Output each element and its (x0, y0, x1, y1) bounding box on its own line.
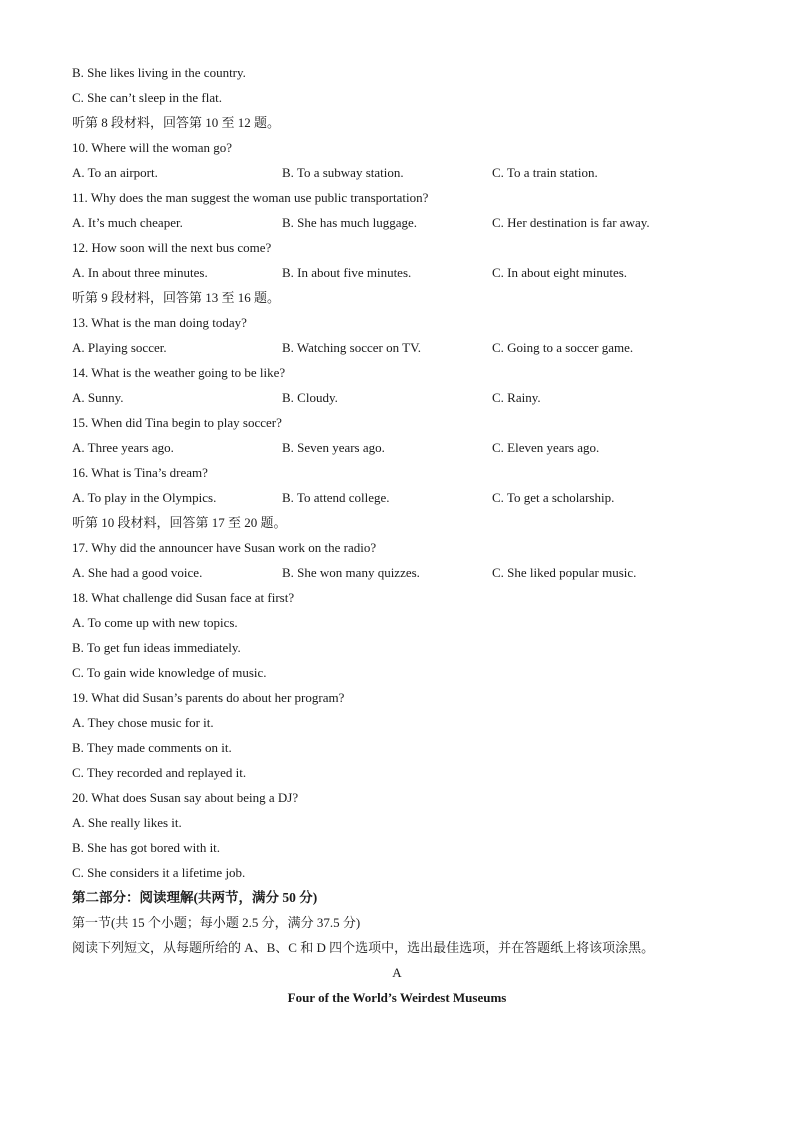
q12-stem: 12. How soon will the next bus come? (72, 240, 272, 255)
q9-option-b: B. She likes living in the country. (72, 65, 246, 80)
section-10-instruction: 听第 10 段材料，回答第 17 至 20 题。 (72, 515, 287, 530)
q11-options (72, 210, 732, 235)
q10-option-b: B. To a subway station. (282, 165, 404, 180)
q11-option-c: C. Her destination is far away. (492, 215, 650, 230)
passage-title: Four of the World’s Weirdest Museums (287, 990, 507, 1005)
q12-option-b: B. In about five minutes. (282, 265, 412, 280)
q13-options (72, 335, 732, 360)
q11-option-b: B. She has much luggage. (282, 215, 418, 230)
q12-option-c: C. In about eight minutes. (492, 265, 628, 280)
q10-option-c: C. To a train station. (492, 165, 598, 180)
q16-stem: 16. What is Tina’s dream? (72, 465, 208, 480)
q18-stem: 18. What challenge did Susan face at first? (72, 590, 295, 605)
q16-options (72, 485, 732, 510)
q17-option-b: B. She won many quizzes. (282, 565, 420, 580)
q20-option-c: C. She considers it a lifetime job. (72, 865, 246, 880)
q20-option-b: B. She has got bored with it. (72, 840, 221, 855)
q13-stem: 13. What is the man doing today? (72, 315, 247, 330)
q16-option-b: B. To attend college. (282, 490, 390, 505)
q14-option-a: A. Sunny. (72, 390, 124, 405)
passage-label: A (392, 965, 402, 980)
q18-option-c: C. To gain wide knowledge of music. (72, 665, 267, 680)
q16-option-a: A. To play in the Olympics. (72, 490, 217, 505)
q15-option-c: C. Eleven years ago. (492, 440, 600, 455)
q13-option-a: A. Playing soccer. (72, 340, 167, 355)
q19-stem: 19. What did Susan’s parents do about her program? (72, 690, 345, 705)
q12-option-a: A. In about three minutes. (72, 265, 208, 280)
q17-options (72, 560, 732, 585)
q15-stem: 15. When did Tina begin to play soccer? (72, 415, 282, 430)
passage-title-row (72, 985, 732, 1010)
q14-option-c: C. Rainy. (492, 390, 541, 405)
passage-label-row (72, 960, 732, 985)
q10-stem: 10. Where will the woman go? (72, 140, 233, 155)
part-2-heading: 第二部分：阅读理解(共两节，满分 50 分) (72, 890, 318, 905)
q10-option-a: A. To an airport. (72, 165, 158, 180)
q18-option-a: A. To come up with new topics. (72, 615, 238, 630)
q12-options (72, 260, 732, 285)
q19-option-b: B. They made comments on it. (72, 740, 232, 755)
q17-stem: 17. Why did the announcer have Susan work on the radio? (72, 540, 377, 555)
section-9-instruction: 听第 9 段材料，回答第 13 至 16 题。 (72, 290, 281, 305)
q19-option-a: A. They chose music for it. (72, 715, 214, 730)
q17-option-a: A. She had a good voice. (72, 565, 203, 580)
q14-option-b: B. Cloudy. (282, 390, 338, 405)
part-2-section-1: 第一节(共 15 个小题；每小题 2.5 分，满分 37.5 分) (72, 915, 361, 930)
q15-options (72, 435, 732, 460)
q14-stem: 14. What is the weather going to be like? (72, 365, 286, 380)
part-2-instruction: 阅读下列短文，从每题所给的 A、B、C 和 D 四个选项中，选出最佳选项，并在答题纸上将该项涂黑。 (72, 940, 655, 955)
exam-page (72, 60, 732, 1010)
q18-option-b: B. To get fun ideas immediately. (72, 640, 241, 655)
q15-option-a: A. Three years ago. (72, 440, 174, 455)
q16-option-c: C. To get a scholarship. (492, 490, 615, 505)
q9-option-c: C. She can’t sleep in the flat. (72, 90, 222, 105)
q13-option-c: C. Going to a soccer game. (492, 340, 634, 355)
q14-options (72, 385, 732, 410)
q15-option-b: B. Seven years ago. (282, 440, 385, 455)
q10-options (72, 160, 732, 185)
q11-option-a: A. It’s much cheaper. (72, 215, 183, 230)
section-8-instruction: 听第 8 段材料，回答第 10 至 12 题。 (72, 115, 281, 130)
q19-option-c: C. They recorded and replayed it. (72, 765, 247, 780)
q11-stem: 11. Why does the man suggest the woman use public transportation? (72, 190, 429, 205)
q17-option-c: C. She liked popular music. (492, 565, 637, 580)
q20-option-a: A. She really likes it. (72, 815, 182, 830)
q13-option-b: B. Watching soccer on TV. (282, 340, 422, 355)
q20-stem: 20. What does Susan say about being a DJ? (72, 790, 299, 805)
